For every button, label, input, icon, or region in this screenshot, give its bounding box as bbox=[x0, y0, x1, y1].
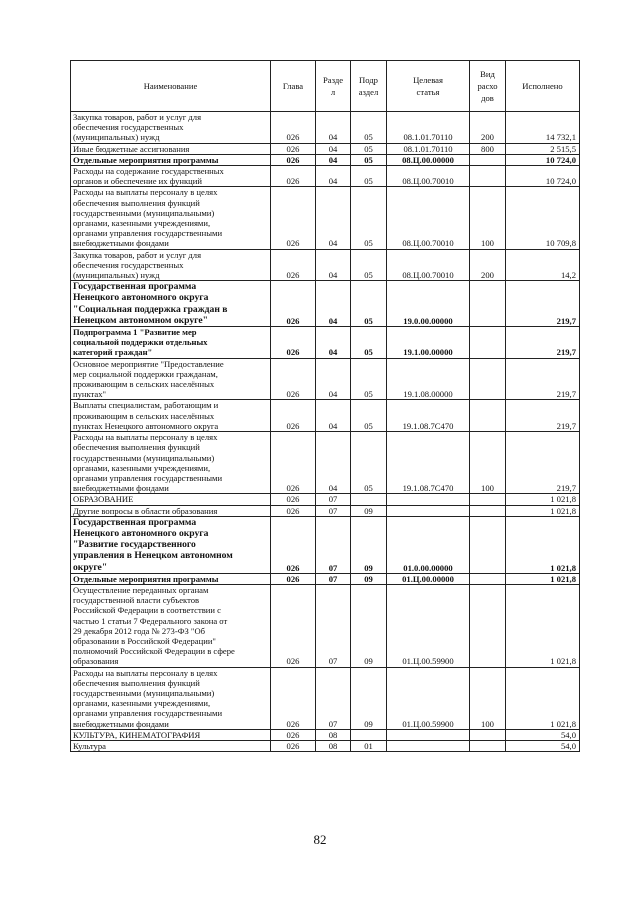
cell-name: Иные бюджетные ассигнования bbox=[71, 143, 271, 154]
cell-razdel: 07 bbox=[316, 584, 351, 667]
cell-name: Выплаты специалистам, работающим и проживающим в сельских населённых пунктах Ненецкого автономного округа bbox=[71, 400, 271, 432]
cell-target: 19.1.08.7С470 bbox=[387, 432, 470, 494]
table-row bbox=[71, 573, 580, 584]
cell-target: 19.0.00.00000 bbox=[387, 281, 470, 327]
cell-vid bbox=[470, 400, 506, 432]
cell-glava: 026 bbox=[271, 112, 316, 144]
cell-podrazdel: 05 bbox=[351, 327, 387, 359]
cell-razdel: 04 bbox=[316, 432, 351, 494]
cell-podrazdel bbox=[351, 729, 387, 740]
cell-target bbox=[387, 505, 470, 516]
table-row bbox=[71, 740, 580, 751]
table-row bbox=[71, 667, 580, 729]
cell-executed: 14 732,1 bbox=[506, 112, 580, 144]
cell-podrazdel: 05 bbox=[351, 166, 387, 187]
cell-executed: 10 724,0 bbox=[506, 154, 580, 165]
cell-podrazdel: 05 bbox=[351, 143, 387, 154]
cell-target: 01.Ц.00.59900 bbox=[387, 584, 470, 667]
cell-name: Отдельные мероприятия программы bbox=[71, 573, 271, 584]
header-razdel: Разде л bbox=[316, 61, 351, 112]
cell-executed: 1 021,8 bbox=[506, 584, 580, 667]
table-row bbox=[71, 187, 580, 249]
cell-executed: 14,2 bbox=[506, 249, 580, 281]
cell-razdel: 04 bbox=[316, 281, 351, 327]
cell-vid: 200 bbox=[470, 249, 506, 281]
cell-executed: 54,0 bbox=[506, 740, 580, 751]
cell-glava: 026 bbox=[271, 400, 316, 432]
cell-executed: 1 021,8 bbox=[506, 505, 580, 516]
cell-vid bbox=[470, 358, 506, 400]
cell-target bbox=[387, 740, 470, 751]
cell-vid bbox=[470, 505, 506, 516]
cell-executed: 219,7 bbox=[506, 432, 580, 494]
cell-name: Подпрограмма 1 "Развитие мер социальной поддержки отдельных категорий граждан" bbox=[71, 327, 271, 359]
cell-name: ОБРАЗОВАНИЕ bbox=[71, 494, 271, 505]
table-row bbox=[71, 143, 580, 154]
cell-vid bbox=[470, 573, 506, 584]
table-row bbox=[71, 729, 580, 740]
cell-name: Расходы на выплаты персоналу в целях обеспечения выполнения функций государственными (муниципальными) органами, казенными учреждениями, органами управления государственными внебюджетными фондами bbox=[71, 187, 271, 249]
cell-razdel: 04 bbox=[316, 112, 351, 144]
table-row bbox=[71, 400, 580, 432]
cell-razdel: 07 bbox=[316, 667, 351, 729]
cell-vid bbox=[470, 327, 506, 359]
cell-executed: 1 021,8 bbox=[506, 494, 580, 505]
cell-glava: 026 bbox=[271, 584, 316, 667]
cell-vid: 100 bbox=[470, 667, 506, 729]
cell-target: 08.Ц.00.00000 bbox=[387, 154, 470, 165]
table-row bbox=[71, 327, 580, 359]
table-row bbox=[71, 432, 580, 494]
cell-target: 19.1.08.7С470 bbox=[387, 400, 470, 432]
cell-glava: 026 bbox=[271, 494, 316, 505]
cell-vid: 100 bbox=[470, 432, 506, 494]
cell-glava: 026 bbox=[271, 573, 316, 584]
cell-name: Осуществление переданных органам государственной власти субъектов Российской Федерации в соответствии с частью 1 статьи 7 Федерального закона от 29 декабря 2012 года № 273-ФЗ "Об образовании в Российской Федерации" полномочий Российской Федерации в сфере образования bbox=[71, 584, 271, 667]
cell-name: Расходы на содержание государственных органов и обеспечение их функций bbox=[71, 166, 271, 187]
cell-executed: 10 709,8 bbox=[506, 187, 580, 249]
cell-target: 19.1.00.00000 bbox=[387, 327, 470, 359]
cell-razdel: 07 bbox=[316, 505, 351, 516]
cell-glava: 026 bbox=[271, 432, 316, 494]
budget-table bbox=[70, 60, 580, 752]
cell-vid: 800 bbox=[470, 143, 506, 154]
cell-target: 08.1.01.70110 bbox=[387, 112, 470, 144]
cell-target bbox=[387, 729, 470, 740]
cell-vid: 100 bbox=[470, 187, 506, 249]
cell-podrazdel: 09 bbox=[351, 584, 387, 667]
cell-vid bbox=[470, 740, 506, 751]
cell-razdel: 04 bbox=[316, 249, 351, 281]
cell-podrazdel bbox=[351, 494, 387, 505]
cell-name: Культура bbox=[71, 740, 271, 751]
cell-target: 08.Ц.00.70010 bbox=[387, 187, 470, 249]
cell-glava: 026 bbox=[271, 281, 316, 327]
cell-name: Другие вопросы в области образования bbox=[71, 505, 271, 516]
cell-executed: 219,7 bbox=[506, 281, 580, 327]
cell-podrazdel: 09 bbox=[351, 505, 387, 516]
header-target: Целевая статья bbox=[387, 61, 470, 112]
cell-target: 01.Ц.00.59900 bbox=[387, 667, 470, 729]
cell-podrazdel: 05 bbox=[351, 400, 387, 432]
cell-name: КУЛЬТУРА, КИНЕМАТОГРАФИЯ bbox=[71, 729, 271, 740]
cell-razdel: 07 bbox=[316, 516, 351, 573]
page-number: 82 bbox=[313, 832, 327, 847]
cell-glava: 026 bbox=[271, 729, 316, 740]
cell-executed: 2 515,5 bbox=[506, 143, 580, 154]
cell-name: Основное мероприятие "Предоставление мер социальной поддержки гражданам, проживающим в сельских населённых пунктах" bbox=[71, 358, 271, 400]
table-row bbox=[71, 154, 580, 165]
table-row bbox=[71, 494, 580, 505]
cell-podrazdel: 05 bbox=[351, 154, 387, 165]
table-header-row bbox=[71, 61, 580, 112]
cell-razdel: 04 bbox=[316, 327, 351, 359]
cell-glava: 026 bbox=[271, 516, 316, 573]
cell-target: 01.Ц.00.00000 bbox=[387, 573, 470, 584]
cell-glava: 026 bbox=[271, 187, 316, 249]
cell-razdel: 04 bbox=[316, 358, 351, 400]
cell-target: 01.0.00.00000 bbox=[387, 516, 470, 573]
cell-target: 19.1.08.00000 bbox=[387, 358, 470, 400]
cell-razdel: 08 bbox=[316, 729, 351, 740]
cell-razdel: 07 bbox=[316, 573, 351, 584]
table-body bbox=[71, 112, 580, 752]
cell-executed: 219,7 bbox=[506, 358, 580, 400]
cell-glava: 026 bbox=[271, 154, 316, 165]
cell-podrazdel: 05 bbox=[351, 281, 387, 327]
cell-name: Государственная программа Ненецкого автономного округа "Развитие государственного управления в Ненецком автономном округе" bbox=[71, 516, 271, 573]
cell-glava: 026 bbox=[271, 327, 316, 359]
cell-vid bbox=[470, 729, 506, 740]
cell-podrazdel: 05 bbox=[351, 358, 387, 400]
cell-podrazdel: 05 bbox=[351, 432, 387, 494]
cell-podrazdel: 05 bbox=[351, 249, 387, 281]
cell-vid bbox=[470, 154, 506, 165]
cell-executed: 219,7 bbox=[506, 400, 580, 432]
header-executed: Исполнено bbox=[506, 61, 580, 112]
cell-razdel: 07 bbox=[316, 494, 351, 505]
cell-razdel: 04 bbox=[316, 154, 351, 165]
cell-glava: 026 bbox=[271, 667, 316, 729]
cell-podrazdel: 05 bbox=[351, 112, 387, 144]
cell-razdel: 04 bbox=[316, 187, 351, 249]
cell-target: 08.Ц.00.70010 bbox=[387, 166, 470, 187]
cell-target: 08.1.01.70110 bbox=[387, 143, 470, 154]
header-name: Наименование bbox=[71, 61, 271, 112]
table-row bbox=[71, 584, 580, 667]
cell-vid: 200 bbox=[470, 112, 506, 144]
cell-name: Государственная программа Ненецкого автономного округа "Социальная поддержка граждан в Ненецком автономном округе" bbox=[71, 281, 271, 327]
cell-vid bbox=[470, 516, 506, 573]
cell-razdel: 04 bbox=[316, 166, 351, 187]
table-row bbox=[71, 505, 580, 516]
cell-podrazdel: 09 bbox=[351, 516, 387, 573]
cell-razdel: 04 bbox=[316, 400, 351, 432]
cell-glava: 026 bbox=[271, 740, 316, 751]
cell-glava: 026 bbox=[271, 249, 316, 281]
cell-podrazdel: 09 bbox=[351, 667, 387, 729]
header-glava: Глава bbox=[271, 61, 316, 112]
cell-glava: 026 bbox=[271, 166, 316, 187]
cell-name: Расходы на выплаты персоналу в целях обеспечения выполнения функций государственными (муниципальными) органами, казенными учреждениями, органами управления государственными внебюджетными фондами bbox=[71, 667, 271, 729]
cell-glava: 026 bbox=[271, 505, 316, 516]
header-vid: Вид расхо дов bbox=[470, 61, 506, 112]
cell-executed: 219,7 bbox=[506, 327, 580, 359]
table-row bbox=[71, 516, 580, 573]
table-row bbox=[71, 249, 580, 281]
cell-vid bbox=[470, 166, 506, 187]
cell-name: Отдельные мероприятия программы bbox=[71, 154, 271, 165]
cell-razdel: 08 bbox=[316, 740, 351, 751]
cell-executed: 54,0 bbox=[506, 729, 580, 740]
cell-executed: 1 021,8 bbox=[506, 516, 580, 573]
cell-vid bbox=[470, 584, 506, 667]
cell-glava: 026 bbox=[271, 143, 316, 154]
cell-executed: 1 021,8 bbox=[506, 573, 580, 584]
cell-vid bbox=[470, 281, 506, 327]
cell-podrazdel: 09 bbox=[351, 573, 387, 584]
cell-executed: 10 724,0 bbox=[506, 166, 580, 187]
cell-podrazdel: 05 bbox=[351, 187, 387, 249]
cell-target: 08.Ц.00.70010 bbox=[387, 249, 470, 281]
header-podrazdel: Подр аздел bbox=[351, 61, 387, 112]
cell-name: Расходы на выплаты персоналу в целях обеспечения выполнения функций государственными (муниципальными) органами, казенными учреждениями, органами управления государственными внебюджетными фондами bbox=[71, 432, 271, 494]
cell-podrazdel: 01 bbox=[351, 740, 387, 751]
cell-vid bbox=[470, 494, 506, 505]
cell-name: Закупка товаров, работ и услуг для обеспечения государственных (муниципальных) нужд bbox=[71, 249, 271, 281]
table-row bbox=[71, 281, 580, 327]
table-row bbox=[71, 166, 580, 187]
cell-razdel: 04 bbox=[316, 143, 351, 154]
cell-glava: 026 bbox=[271, 358, 316, 400]
cell-executed: 1 021,8 bbox=[506, 667, 580, 729]
cell-target bbox=[387, 494, 470, 505]
cell-name: Закупка товаров, работ и услуг для обеспечения государственных (муниципальных) нужд bbox=[71, 112, 271, 144]
table-row bbox=[71, 112, 580, 144]
table-row bbox=[71, 358, 580, 400]
